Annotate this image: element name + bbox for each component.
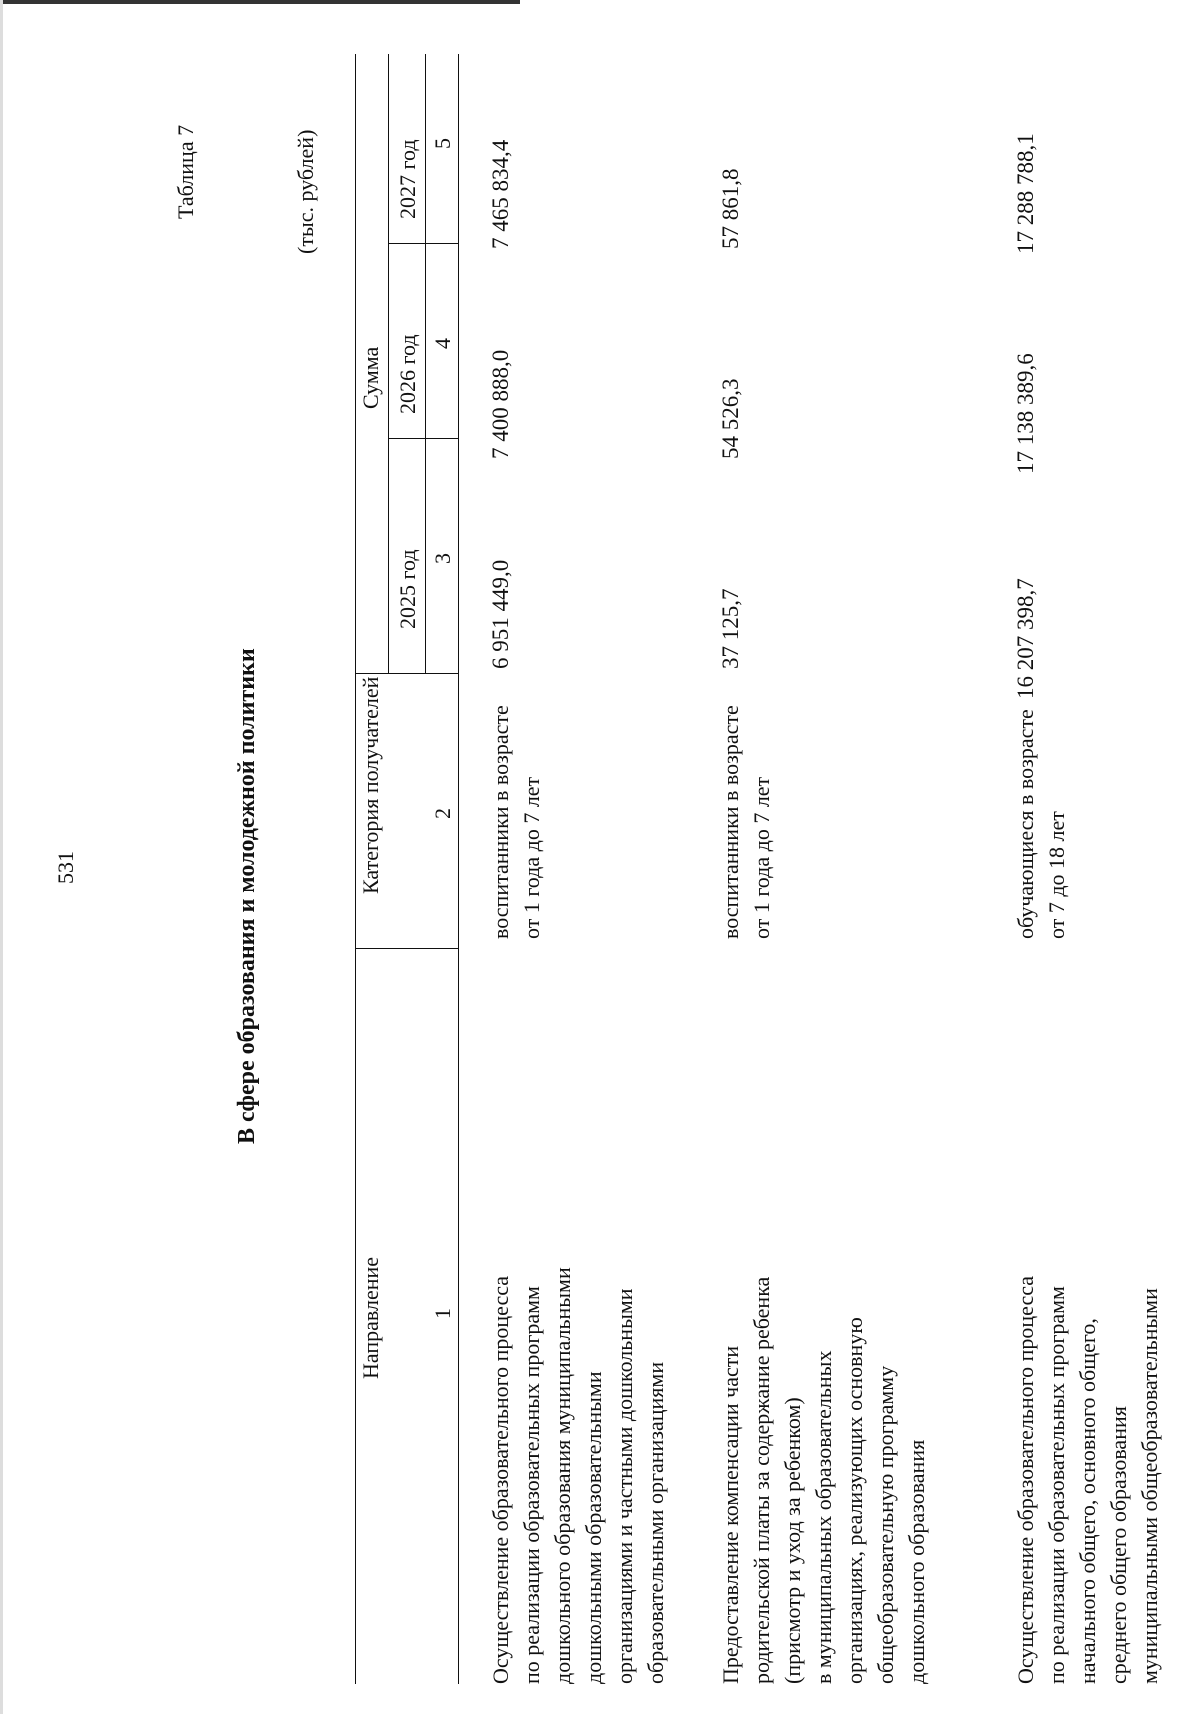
- header-bottom-border: [458, 54, 459, 1684]
- row1-direction: Осуществление образовательного процесса по реализации образовательных программ дошкольного образования муниципальными дошкольными образовательными организациями и частными дошкольными образовательными организациями: [488, 1267, 668, 1684]
- units-note: (тыс. рублей): [293, 129, 318, 254]
- row2-2025: 37 125,7: [718, 588, 743, 669]
- colnum-5: 5: [430, 138, 455, 149]
- col-divider-2: [355, 673, 458, 674]
- row3-category: обучающиеся в возрасте от 7 до 18 лет: [1013, 709, 1069, 939]
- row3-direction: Осуществление образовательного процесса по реализации образовательных программ начального общего, основного общего, среднего общего образования муниципальными общеобразовательными: [1013, 1275, 1162, 1684]
- page-number: 531: [53, 851, 78, 884]
- col-divider-1: [355, 948, 458, 949]
- year-divider-line: [425, 54, 426, 674]
- row1-category: воспитанники в возрасте от 1 года до 7 лет: [488, 705, 544, 939]
- header-sum: Сумма: [358, 346, 383, 409]
- row2-2026: 54 526,3: [718, 378, 743, 459]
- row2-direction: Предоставление компенсации части родительской платы за содержание ребенка (присмотр и уход за ребенком) в муниципальных образовательных организациях, реализующих основную общеобразовательную программу дошкольного образования: [718, 1276, 929, 1684]
- row2-category: воспитанники в возрасте от 1 года до 7 лет: [718, 705, 774, 939]
- colnum-2: 2: [430, 808, 455, 819]
- colnum-3: 3: [430, 553, 455, 564]
- header-2027: 2027 год: [395, 139, 420, 219]
- header-2026: 2026 год: [395, 334, 420, 414]
- row1-2026: 7 400 888,0: [488, 349, 513, 459]
- colnum-4: 4: [430, 338, 455, 349]
- col-divider-3: [388, 438, 458, 439]
- header-direction: Направление: [358, 1256, 383, 1379]
- row3-2027: 17 288 788,1: [1013, 133, 1038, 254]
- colnum-1: 1: [430, 1308, 455, 1319]
- row3-2025: 16 207 398,7: [1013, 578, 1038, 699]
- table-label: Таблица 7: [173, 124, 198, 219]
- row3-2026: 17 138 389,6: [1013, 353, 1038, 474]
- row1-2025: 6 951 449,0: [488, 559, 513, 669]
- header-category: Категория получателей: [358, 676, 383, 894]
- row2-2027: 57 861,8: [718, 168, 743, 249]
- header-2025: 2025 год: [395, 549, 420, 629]
- row1-2027: 7 465 834,4: [488, 139, 513, 249]
- col-divider-4: [388, 243, 458, 244]
- sum-divider-line: [388, 54, 389, 674]
- table-title: В сфере образования и молодежной политики: [234, 648, 260, 1144]
